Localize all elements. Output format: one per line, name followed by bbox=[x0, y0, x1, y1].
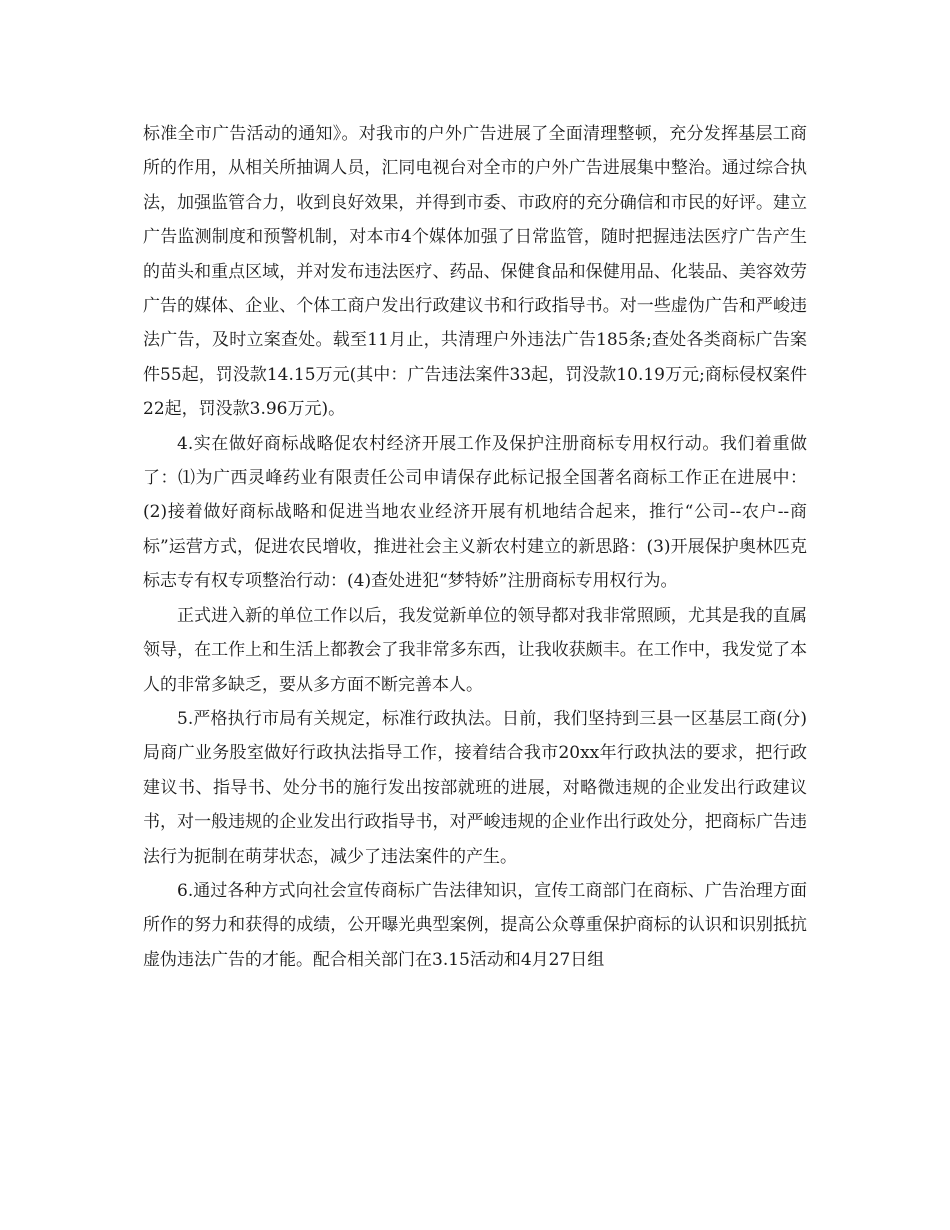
paragraph-ad-regulation: 标准全市广告活动的通知》。对我市的户外广告进展了全面清理整顿，充分发挥基层工商所的作用，从相关所抽调人员，汇同电视台对全市的户外广告进展集中整治。通过综合执法，加强监管合力，收到良好效果，并得到市委、市政府的充分确信和市民的好评。建立广告监测制度和预警机制，对本市4个媒体加强了日常监管，随时把握违法医疗广告产生的苗头和重点区域，并对发布违法医疗、药品、保健食品和保健用品、化装品、美容效劳广告的媒体、企业、个体工商户发出行政建议书和行政指导书。对一些虚伪广告和严峻违法广告，及时立案查处。载至11月止，共清理户外违法广告185条;查处各类商标广告案件55起，罚没款14.15万元(其中：广告违法案件33起，罚没款10.19万元;商标侵权案件22起，罚没款3.96万元)。 bbox=[143, 124, 807, 420]
paragraph-trademark-strategy: 4.实在做好商标战略促农村经济开展工作及保护注册商标专用权行动。我们着重做了：⑴为广西灵峰药业有限责任公司申请保存此标记报全国著名商标工作正在进展中：(2)接着做好商标战略和促进当地农业经济开展有机地结合起来，推行“公司--农户--商标”运营方式，促进农民增收，推进社会主义新农村建立的新思路：(3)开展保护奥林匹克标志专有权专项整治行动：(4)查处进犯“梦特娇”注册商标专用权行为。 bbox=[143, 433, 807, 592]
paragraph-legal-publicity: 6.通过各种方式向社会宣传商标广告法律知识，宣传工商部门在商标、广告治理方面所作的努力和获得的成绩，公开曝光典型案例，提高公众尊重保护商标的认识和识别抵抗虚伪违法广告的才能。配合相关部门在3.15活动和4月27日组 bbox=[143, 880, 807, 970]
paragraph-administrative-enforcement: 5.严格执行市局有关规定，标准行政执法。日前，我们坚持到三县一区基层工商(分)局商广业务股室做好行政执法指导工作，接着结合我市20xx年行政执法的要求，把行政建议书、指导书、处分书的施行发出按部就班的进展，对略微违规的企业发出行政建议书，对一般违规的企业发出行政指导书，对严峻违规的企业作出行政处分，把商标广告违法行为扼制在萌芽状态，减少了违法案件的产生。 bbox=[143, 708, 807, 867]
paragraph-new-unit-reflection: 正式进入新的单位工作以后，我发觉新单位的领导都对我非常照顾，尤其是我的直属领导，在工作上和生活上都教会了我非常多东西，让我收获颇丰。在工作中，我发觉了本人的非常多缺乏，要从多方面不断完善本人。 bbox=[143, 605, 807, 695]
document-body bbox=[143, 117, 807, 977]
